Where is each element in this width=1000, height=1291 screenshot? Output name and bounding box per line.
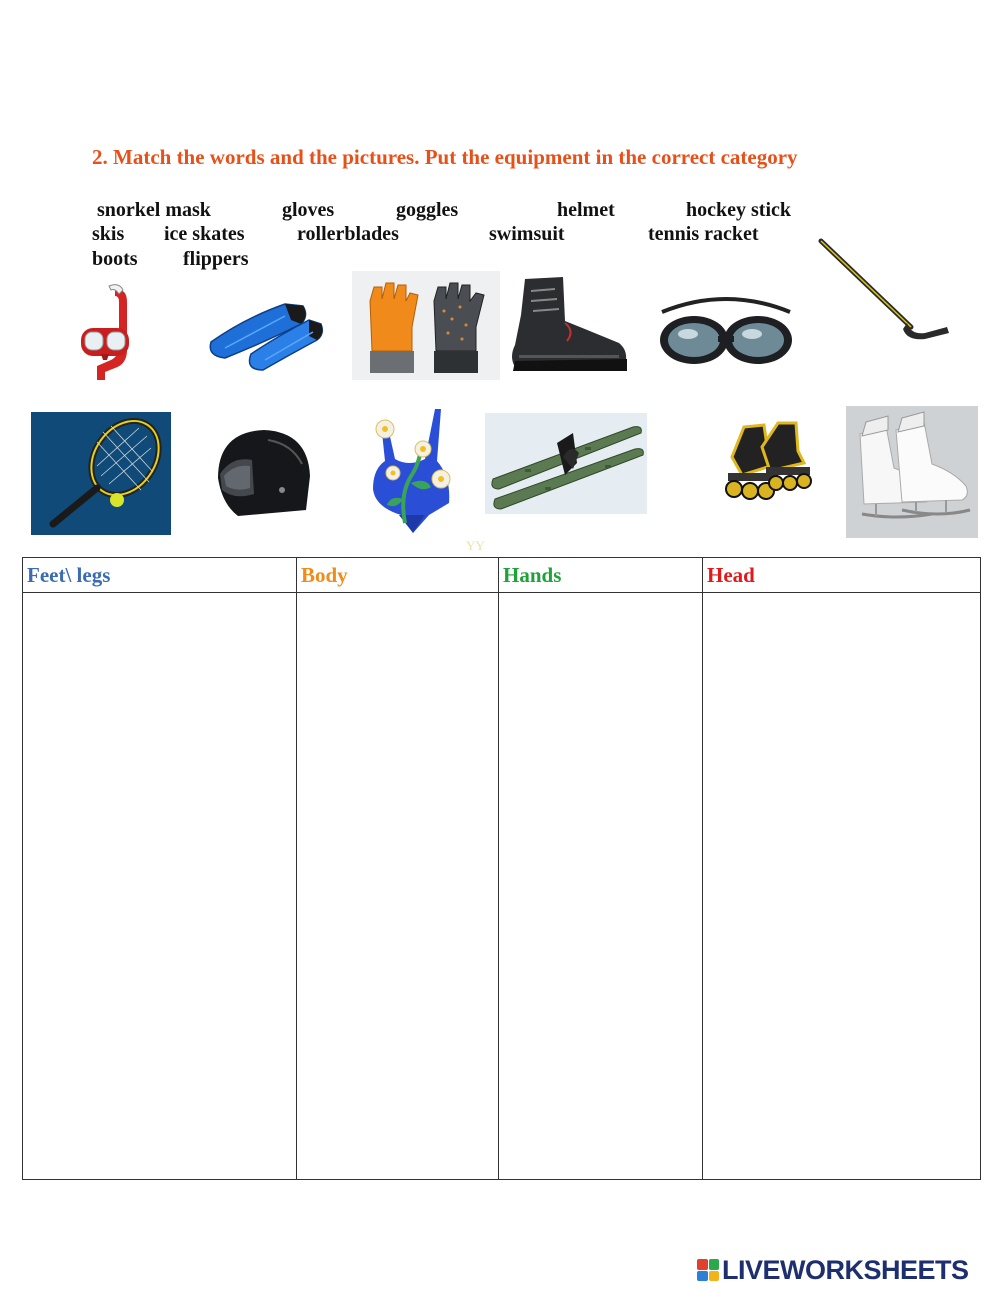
drop-zone-head[interactable] (703, 593, 981, 1180)
word-goggles[interactable]: goggles (396, 199, 459, 221)
category-header-row (23, 558, 981, 593)
drop-zone-feet-legs[interactable] (23, 593, 297, 1180)
liveworksheets-logo-icon (697, 1259, 719, 1281)
category-header-body: Body (297, 558, 499, 593)
word-tennis-racket[interactable]: tennis racket (648, 223, 759, 245)
snorkel-mask-picture[interactable] (75, 280, 137, 390)
category-header-feet-legs: Feet\ legs (23, 558, 297, 593)
word-skis[interactable]: skis (92, 223, 125, 245)
word-snorkel-mask[interactable]: snorkel mask (97, 199, 211, 221)
hockey-stick-picture[interactable] (815, 235, 955, 340)
liveworksheets-logo (697, 1255, 969, 1285)
word-gloves[interactable]: gloves (282, 199, 335, 221)
brand-name: LIVEWORKSHEETS (722, 1254, 969, 1285)
watermark-text: YY (466, 538, 485, 553)
boots-picture[interactable] (505, 271, 633, 379)
skis-picture[interactable] (485, 413, 647, 514)
category-table (22, 557, 981, 1180)
word-swimsuit[interactable]: swimsuit (489, 223, 565, 245)
tennis-racket-picture[interactable] (31, 412, 171, 535)
word-helmet[interactable]: helmet (557, 199, 615, 221)
gloves-picture[interactable] (352, 271, 500, 380)
category-header-hands: Hands (499, 558, 703, 593)
goggles-picture[interactable] (652, 292, 800, 374)
category-drop-row (23, 593, 981, 1180)
instruction-title: 2. Match the words and the pictures. Put the equipment in the correct category (92, 145, 798, 169)
word-hockey-stick[interactable]: hockey stick (686, 199, 791, 221)
word-ice-skates[interactable]: ice skates (164, 223, 245, 245)
drop-zone-body[interactable] (297, 593, 499, 1180)
flippers-picture[interactable] (205, 290, 325, 375)
rollerblades-picture[interactable] (712, 417, 818, 510)
word-boots[interactable]: boots (92, 248, 138, 270)
swimsuit-picture[interactable] (365, 403, 455, 536)
helmet-picture[interactable] (208, 420, 316, 528)
drop-zone-hands[interactable] (499, 593, 703, 1180)
word-rollerblades[interactable]: rollerblades (297, 223, 399, 245)
word-flippers[interactable]: flippers (183, 248, 249, 270)
ice-skates-picture[interactable] (846, 406, 978, 538)
category-header-head: Head (703, 558, 981, 593)
